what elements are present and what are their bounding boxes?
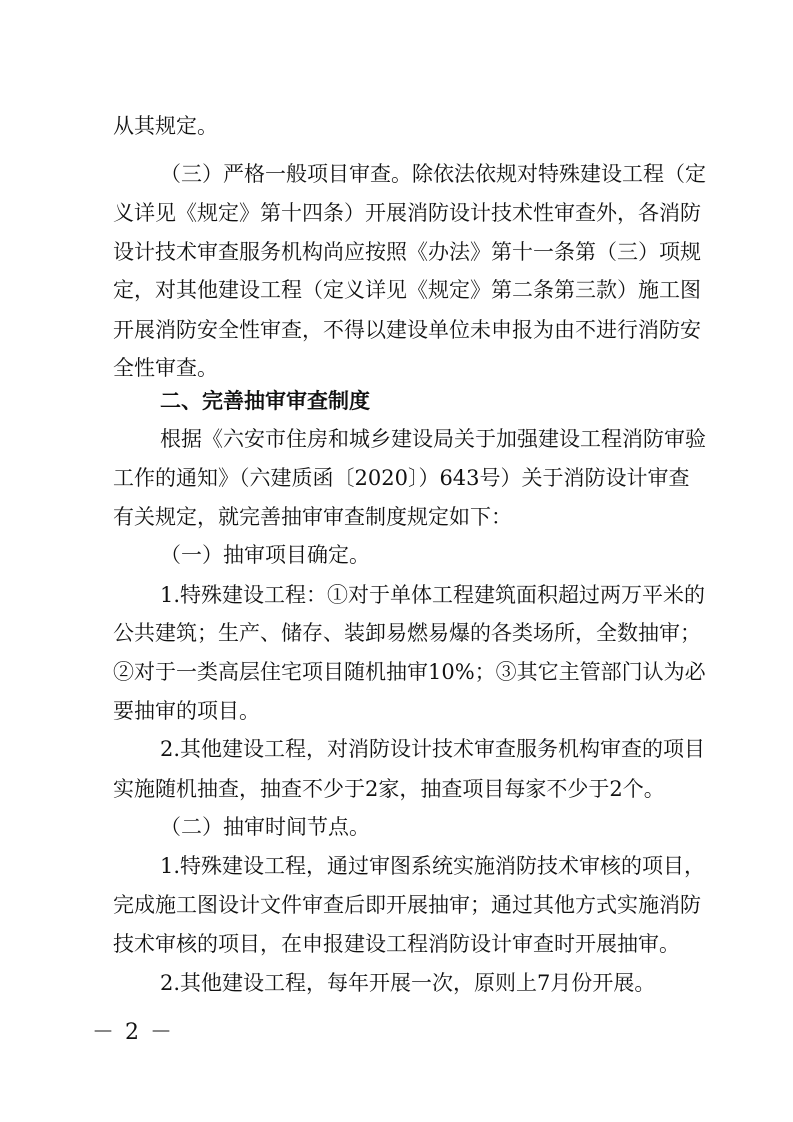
- line-text: 实施随机抽查，抽查不少于2家，抽查项目每家不少于2个。: [113, 777, 665, 801]
- line-text: 技术审核的项目，在申报建设工程消防设计审查时开展抽审。: [113, 932, 680, 956]
- body-line: [113, 275, 701, 305]
- body-line: [113, 198, 701, 228]
- line-text: ②对于一类高层住宅项目随机抽审10%；③其它主管部门认为必: [113, 660, 706, 684]
- line-text: （一）抽审项目确定。: [160, 543, 370, 567]
- line-text: 有关规定，就完善抽审审查制度规定如下：: [113, 505, 512, 529]
- line-text: （二）抽审时间节点。: [160, 815, 370, 839]
- line-text: 全性审查。: [113, 356, 218, 380]
- line-text: 开展消防安全性审查，不得以建设单位未申报为由不进行消防安: [113, 318, 701, 342]
- body-line: [113, 315, 701, 345]
- line-text: （三）严格一般项目审查。除依法依规对特殊建设工程（定: [160, 162, 706, 186]
- body-line: [113, 237, 701, 267]
- body-line: [160, 424, 706, 454]
- body-line: [113, 618, 701, 648]
- body-line: [113, 657, 706, 687]
- line-text: 工作的通知》（六建质函〔2020〕）643号）关于消防设计审查: [113, 466, 690, 490]
- line-text: 设计技术审查服务机构尚应按照《办法》第十一条第（三）项规: [113, 240, 701, 264]
- line-text: 定，对其他建设工程（定义详见《规定》第二条第三款）施工图: [113, 278, 701, 302]
- body-line: [160, 734, 706, 764]
- body-line: [0, 353, 793, 383]
- line-text: 2.其他建设工程，对消防设计技术审查服务机构审查的项目: [160, 737, 706, 761]
- body-line: [160, 159, 706, 189]
- body-line: [0, 111, 793, 141]
- line-text: 要抽审的项目。: [113, 699, 260, 723]
- line-text: 公共建筑；生产、储存、装卸易燃易爆的各类场所，全数抽审；: [113, 621, 701, 645]
- line-text: 从其规定。: [113, 114, 218, 138]
- line-text: 1.特殊建设工程：①对于单体工程建筑面积超过两万平米的: [160, 583, 706, 607]
- heading-text: 二、完善抽审审查制度: [160, 389, 370, 413]
- body-line: [160, 580, 706, 610]
- line-text: 根据《六安市住房和城乡建设局关于加强建设工程消防审验: [160, 427, 706, 451]
- body-line: [113, 463, 690, 493]
- body-line: [160, 851, 706, 881]
- body-line: [113, 929, 680, 959]
- section-heading: [0, 386, 793, 416]
- body-line: [0, 968, 793, 998]
- body-line: [113, 890, 701, 920]
- body-line: [0, 774, 793, 804]
- line-text: 义详见《规定》第十四条）开展消防设计技术性审查外，各消防: [113, 201, 701, 225]
- subsection-heading: [0, 812, 793, 842]
- line-text: 完成施工图设计文件审查后即开展抽审；通过其他方式实施消防: [113, 893, 701, 917]
- body-line: [0, 502, 793, 532]
- subsection-heading: [0, 540, 793, 570]
- line-text: 2.其他建设工程，每年开展一次，原则上7月份开展。: [160, 971, 656, 995]
- body-line: [0, 696, 793, 726]
- line-text: 1.特殊建设工程，通过审图系统实施消防技术审核的项目，: [160, 854, 706, 878]
- page-number: － 2 －: [92, 1020, 174, 1045]
